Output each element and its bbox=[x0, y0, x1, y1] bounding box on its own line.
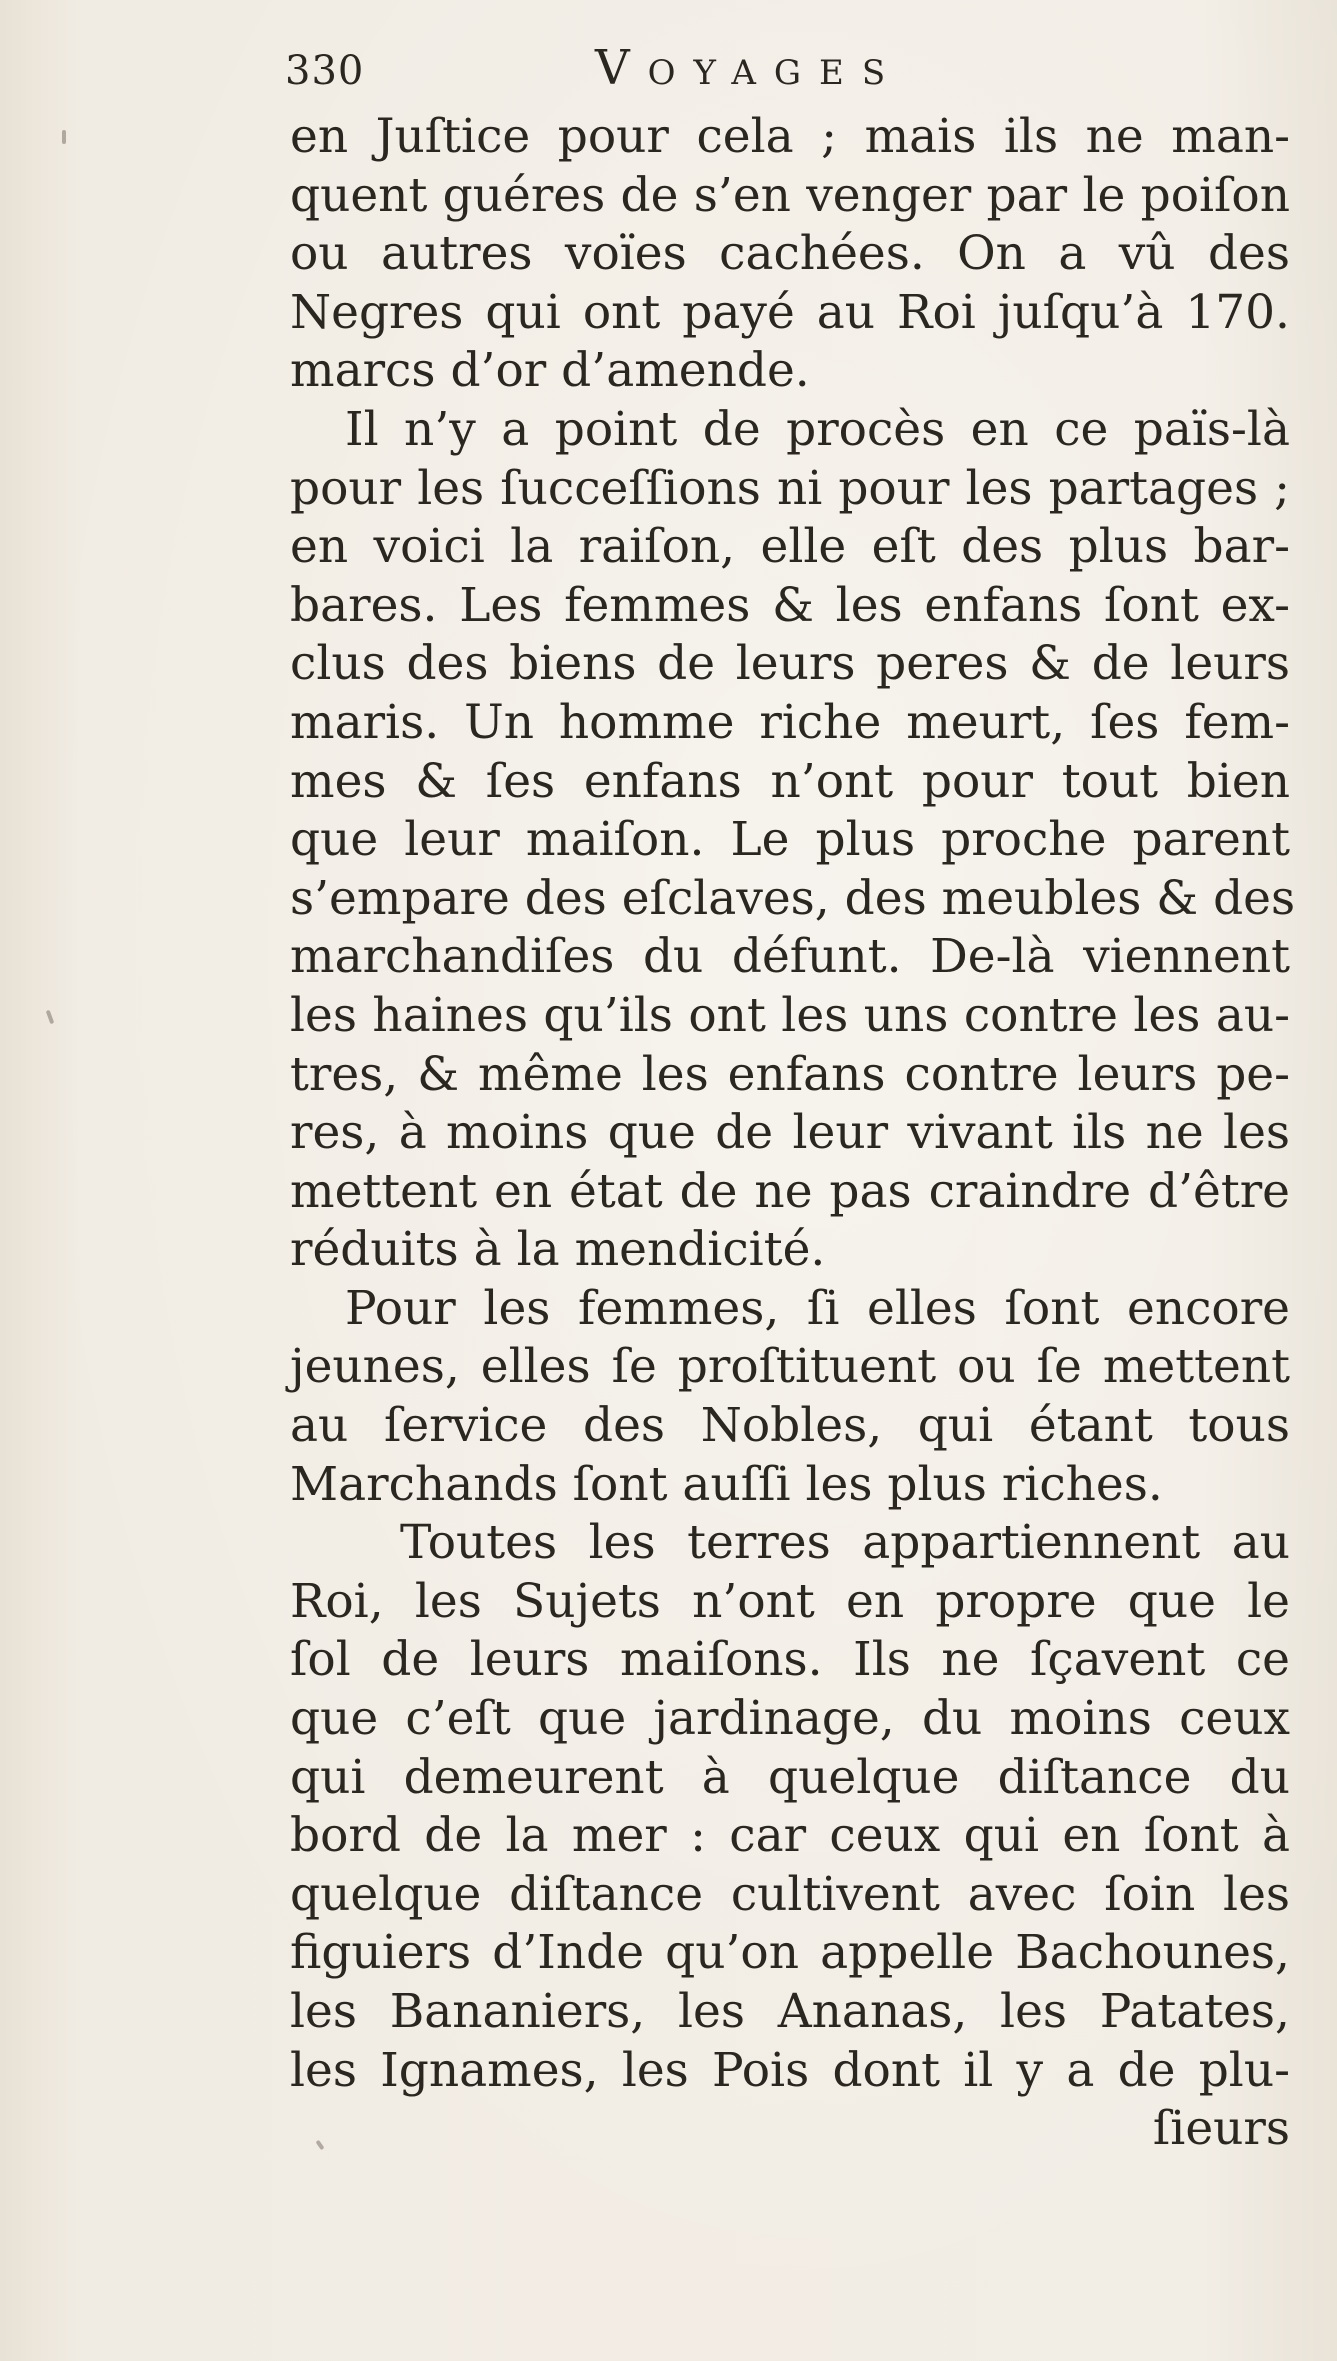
text-line: bares. Les femmes & les enfans ſont ex- bbox=[290, 577, 1290, 633]
text-line: Marchands ſont auſſi les plus riches. bbox=[290, 1456, 1163, 1512]
text-line: les haines qu’ils ont les uns contre les au- bbox=[290, 987, 1290, 1043]
text-line: en voici la raiſon, elle eſt des plus bar- bbox=[290, 519, 1290, 575]
text-line: réduits à la mendicité. bbox=[290, 1222, 826, 1278]
text-line: mes & ſes enfans n’ont pour tout bien bbox=[290, 753, 1290, 809]
text-line: tres, & même les enfans contre leurs pe- bbox=[290, 1046, 1290, 1102]
text-line: quelque diſtance cultivent avec ſoin les bbox=[290, 1866, 1290, 1922]
paper-speck bbox=[46, 1010, 55, 1025]
text-line: quent guéres de s’en venger par le poiſon bbox=[290, 167, 1290, 223]
text-line: marchandiſes du défunt. De-là viennent bbox=[290, 929, 1290, 985]
body-text bbox=[290, 108, 1296, 2159]
text-line: que leur maiſon. Le plus proche parent bbox=[290, 812, 1290, 868]
text-line: maris. Un homme riche meurt, ſes fem- bbox=[290, 694, 1290, 750]
text-line: que c’eſt que jardinage, du moins ceux bbox=[290, 1691, 1290, 1747]
text-line: marcs d’or d’amende. bbox=[290, 343, 810, 399]
text-line: mettent en état de ne pas craindre d’être bbox=[290, 1163, 1290, 1219]
text-line: en Juſtice pour cela ; mais ils ne man- bbox=[290, 109, 1290, 164]
text-line: Negres qui ont payé au Roi juſqu’à 170. bbox=[290, 284, 1290, 340]
paper-speck bbox=[62, 130, 66, 144]
running-head: Voyages bbox=[595, 40, 904, 96]
text-line: ou autres voïes cachées. On a vû des bbox=[290, 226, 1290, 282]
page-header bbox=[285, 36, 1005, 106]
text-line: s’empare des eſclaves, des meubles & des bbox=[290, 870, 1296, 926]
page-number: 330 bbox=[285, 48, 365, 94]
text-line: les Bananiers, les Ananas, les Patates, bbox=[290, 1984, 1290, 2039]
text-line: au ſervice des Nobles, qui étant tous bbox=[290, 1398, 1290, 1454]
text-line: bord de la mer : car ceux qui en ſont à bbox=[290, 1808, 1290, 1864]
text-line: les Ignames, les Pois dont il y a de plu- bbox=[290, 2042, 1290, 2098]
paragraph-start-line: Il n’y a point de procès en ce païs-là bbox=[345, 401, 1290, 457]
paragraph-start-line: Toutes les terres appartiennent au bbox=[400, 1515, 1290, 1571]
text-line: res, à moins que de leur vivant ils ne les bbox=[290, 1105, 1290, 1161]
text-line: jeunes, elles ſe proſtituent ou ſe mettent bbox=[290, 1339, 1290, 1395]
text-line: qui demeurent à quelque diſtance du bbox=[290, 1749, 1290, 1805]
text-line: Roi, les Sujets n’ont en propre que le bbox=[290, 1573, 1290, 1629]
catchword: ſieurs bbox=[1152, 2101, 1290, 2157]
paragraph-start-line: Pour les femmes, ſi elles ſont encore bbox=[345, 1280, 1290, 1336]
text-line: clus des biens de leurs peres & de leurs bbox=[290, 636, 1290, 692]
text-line: figuiers d’Inde qu’on appelle Bachounes, bbox=[290, 1925, 1290, 1981]
text-line: pour les ſucceſſions ni pour les partages ; bbox=[290, 460, 1290, 516]
text-line: ſol de leurs maiſons. Ils ne ſçavent ce bbox=[290, 1632, 1290, 1688]
